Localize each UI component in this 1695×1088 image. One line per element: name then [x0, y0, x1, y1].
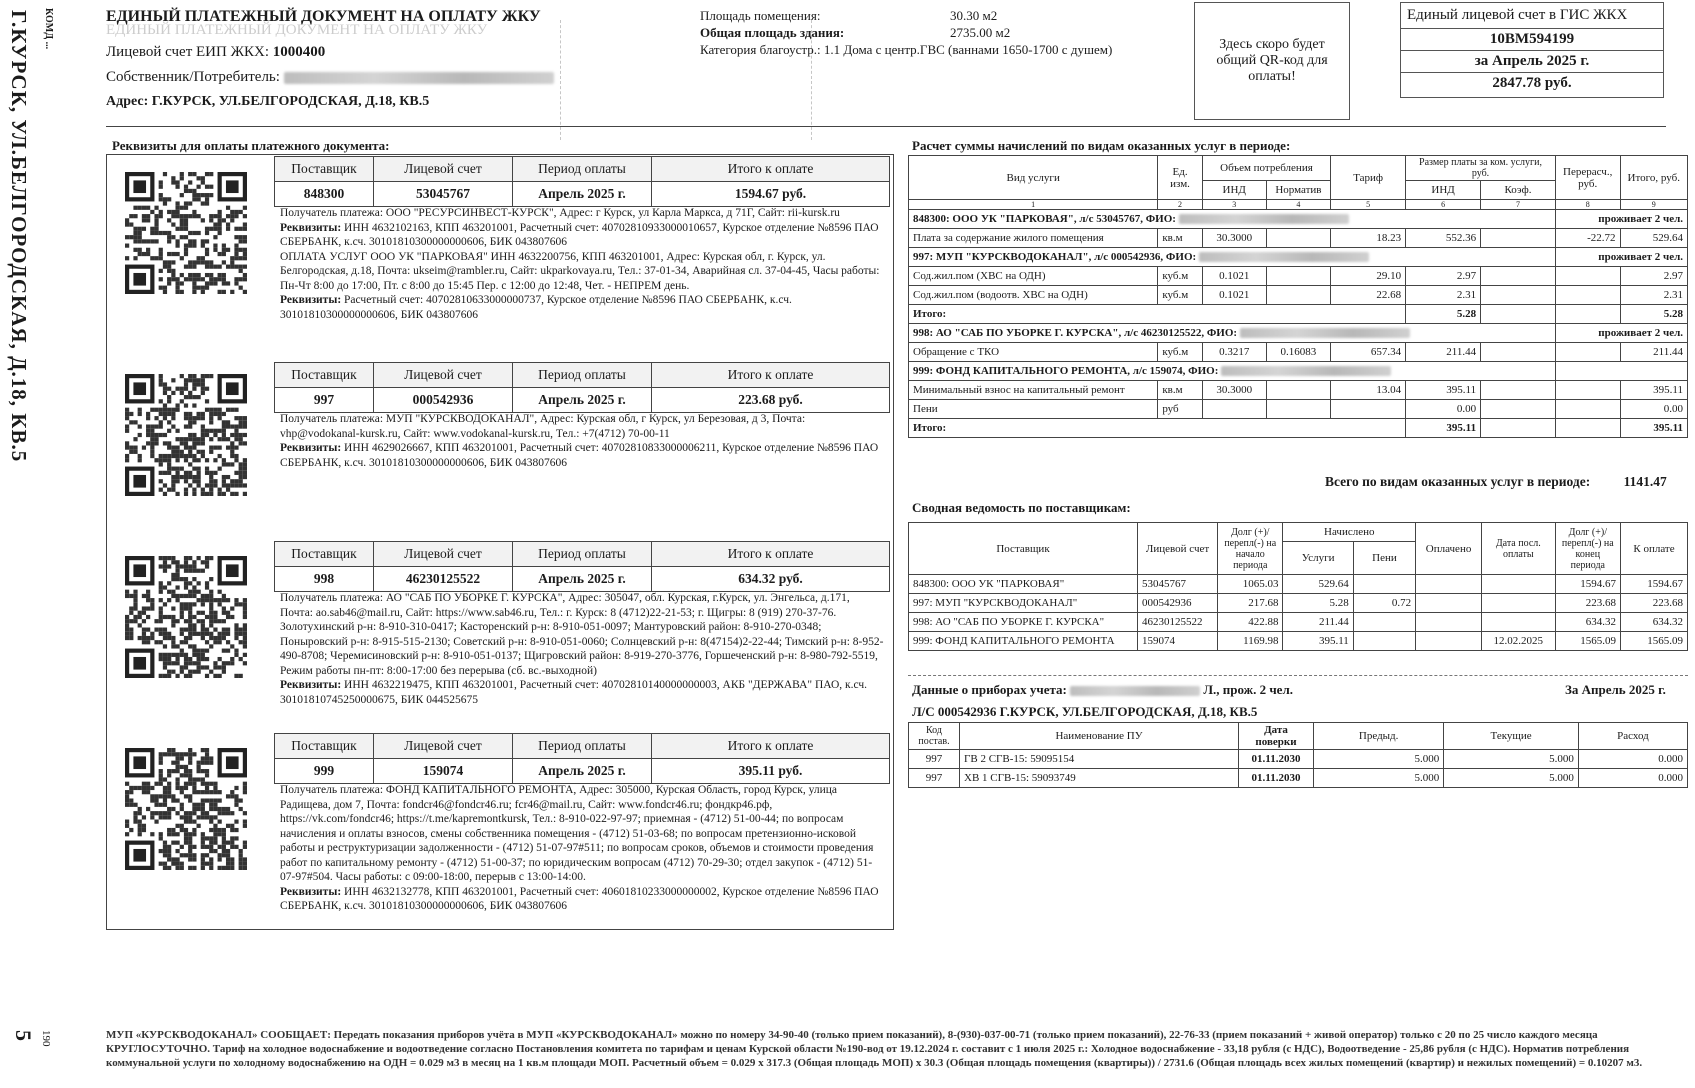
charges-cell-tariff: 18.23 — [1331, 229, 1406, 248]
charges-cell-tariff — [1331, 400, 1406, 419]
pay-account-3: 46230125522 — [374, 567, 513, 592]
group-title-text: 848300: ООО УК "ПАРКОВАЯ", л/с 53045767, ФИО: — [913, 213, 1179, 225]
summary-title: Сводная ведомость по поставщикам: — [912, 500, 1131, 515]
top-rule — [106, 126, 1666, 127]
ch-head-coef: Коэф. — [1481, 181, 1556, 200]
pay-period-4: Апрель 2025 г. — [513, 759, 652, 784]
requisites-prefix: Реквизиты: — [280, 679, 342, 691]
summary-cell-debt_end: 1565.09 — [1555, 632, 1620, 651]
subtotal-coef — [1481, 305, 1556, 324]
meter-cell-cur: 5.000 — [1444, 769, 1579, 788]
total-area-label: Общая площадь здания: — [700, 25, 845, 40]
summary-cell-account: 53045767 — [1138, 575, 1218, 594]
document-title: ЕДИНЫЙ ПЛАТЕЖНЫЙ ДОКУМЕНТ НА ОПЛАТУ ЖКУ — [106, 8, 541, 25]
charges-cell-unit: куб.м — [1158, 286, 1202, 305]
ch-col-num-3: 3 — [1202, 200, 1266, 210]
pay-supplier-4: 999 — [275, 759, 374, 784]
charges-cell-coef — [1481, 267, 1556, 286]
summary-cell-debt_end: 223.68 — [1555, 594, 1620, 613]
charges-title: Расчет суммы начислений по видам оказанных услуг в периоде: — [912, 138, 1291, 153]
summary-cell-to_pay: 1594.67 — [1621, 575, 1688, 594]
summary-cell-last_pay — [1482, 594, 1556, 613]
pay-account-1: 53045767 — [374, 182, 513, 207]
charges-cell-ind: 0.1021 — [1202, 286, 1266, 305]
pay-text-4 — [274, 779, 890, 918]
charges-cell-recalc — [1555, 286, 1620, 305]
eip-account-value: 1000400 — [272, 44, 326, 60]
charges-group-title — [909, 362, 1556, 381]
subtotal-label: Итого: — [909, 305, 1406, 324]
summary-cell-last_pay — [1482, 613, 1556, 632]
charges-cell-ind: 30.3000 — [1202, 229, 1266, 248]
charges-table — [908, 155, 1688, 438]
summary-cell-debt_start: 1065.03 — [1218, 575, 1283, 594]
charges-cell-norm: 0.16083 — [1266, 343, 1330, 362]
summary-row — [909, 594, 1688, 613]
charges-cell-ind: 0.3217 — [1202, 343, 1266, 362]
charges-cell-coef — [1481, 286, 1556, 305]
summary-cell-to_pay: 223.68 — [1621, 594, 1688, 613]
sum-head-debt-start: Долг (+)/ перепл(-) на начало периода — [1218, 523, 1283, 575]
payment-header-3 — [274, 541, 890, 592]
charges-cell-unit: руб — [1158, 400, 1202, 419]
pay-account-2: 000542936 — [374, 388, 513, 413]
charges-cell-service: Обращение с ТКО — [909, 343, 1158, 362]
gis-period: за Апрель 2025 г. — [1401, 51, 1663, 73]
meter-cell-name: ГВ 2 СГВ-15: 59095154 — [960, 750, 1239, 769]
ghost-header-1: ЕДИНЫЙ ПЛАТЕЖНЫЙ ДОКУМЕНТ НА ОПЛАТУ ЖКУ — [106, 22, 488, 38]
charges-cell-ind2: 552.36 — [1406, 229, 1481, 248]
summary-cell-supplier: 997: МУП "КУРСКВОДОКАНАЛ" — [909, 594, 1138, 613]
page-number: 190 — [40, 1030, 52, 1047]
charges-group-row — [909, 210, 1688, 229]
meters-table — [908, 722, 1688, 788]
pay-head-account-3: Лицевой счет — [374, 542, 513, 567]
pay-requisites-2: Реквизиты: ИНН 4629026667, КПП 463201001, Расчетный счет: 40702810833000006211, Курское отделение №8596 ПАО СБЕРБАНК, к.сч. 30101810300000000606, БИК 043807606 — [280, 442, 879, 469]
charges-cell-ind2: 211.44 — [1406, 343, 1481, 362]
charges-cell-total: 0.00 — [1620, 400, 1687, 419]
ch-head-service: Вид услуги — [909, 156, 1158, 200]
meters-rule — [908, 675, 1688, 676]
summary-table — [908, 522, 1688, 651]
group-fio-redacted — [1221, 366, 1391, 376]
summary-cell-services: 395.11 — [1283, 632, 1353, 651]
sum-head-accrued: Начислено — [1283, 523, 1416, 542]
summary-cell-debt_end: 634.32 — [1555, 613, 1620, 632]
meters-period: За Апрель 2025 г. — [1565, 682, 1666, 697]
summary-cell-account: 46230125522 — [1138, 613, 1218, 632]
category: Категория благоустр.: 1.1 Дома с центр.ГВС (ваннами 1650-1700 с душем) — [700, 42, 1113, 57]
charges-cell-tariff: 13.04 — [1331, 381, 1406, 400]
vertical-small-label: КОМД ... — [43, 8, 54, 50]
charges-cell-ind2: 2.31 — [1406, 286, 1481, 305]
pay-total-2: 223.68 руб. — [652, 388, 890, 413]
charges-cell-coef — [1481, 400, 1556, 419]
gis-account: 10ВМ594199 — [1401, 29, 1663, 51]
meter-row — [909, 769, 1688, 788]
charges-cell-tariff: 29.10 — [1331, 267, 1406, 286]
owner-label: Собственник/Потребитель: — [106, 69, 280, 85]
pay-head-supplier-4: Поставщик — [275, 734, 374, 759]
pay-text-3 — [274, 587, 890, 711]
eip-account — [106, 44, 325, 61]
payment-header-1 — [274, 156, 890, 207]
summary-cell-penalty — [1353, 575, 1415, 594]
pay-recipient-1: Получатель платежа: ООО "РЕСУРСИНВЕСТ-КУРСК", Адрес: г Курск, ул Карла Маркса, д 71Г, Сайт: rii-kursk.ru — [280, 207, 840, 219]
summary-row — [909, 632, 1688, 651]
pay-head-period-3: Период оплаты — [513, 542, 652, 567]
ch-head-ind: ИНД — [1202, 181, 1266, 200]
charges-row — [909, 381, 1688, 400]
group-fio-redacted — [1240, 328, 1410, 338]
charges-group-row — [909, 248, 1688, 267]
met-head-prev: Предыд. — [1314, 723, 1444, 750]
pay-head-account: Лицевой счет — [374, 157, 513, 182]
meter-cell-cur: 5.000 — [1444, 750, 1579, 769]
charges-cell-unit: кв.м — [1158, 229, 1202, 248]
charges-group-title — [909, 248, 1556, 267]
charges-cell-recalc — [1555, 267, 1620, 286]
sum-head-last-pay: Дата посл. оплаты — [1482, 523, 1556, 575]
page-marker: 5 — [11, 1030, 36, 1041]
charges-cell-norm — [1266, 381, 1330, 400]
summary-cell-account: 159074 — [1138, 632, 1218, 651]
pay-recipient-4: Получатель платежа: ФОНД КАПИТАЛЬНОГО РЕМОНТА, Адрес: 305000, Курская Область, город Курск, улица Радищева, дом 7, Почта: fondcr46@fondcr46.ru; fcr46@mail.ru, Сайт: www.fondcr46.ru; фондкр46.рф, https://vk.com/fondcr46; https://t.me/kapremontkursk, Тел.: 8-910-022-97-97; приемная - (4712) 51-00-44; по вопросам начисления и оплаты взносов, смены собственника помещения - (4712) 51-03-68; по вопросам претензионно-исковой работы и реструктуризации задолженности - (4712) 51-07-97#511; по вопросам сроков, объемов и стоимости проведения работ по капитальному ремонту - (4712) 51-00-37; по юридическим вопросам (4712) 70-29-30; отдел закупок - (4712) 51-07-97#504. Часы работы: с 09:00-18:00, перерыв с 13:00-14:00. — [280, 784, 874, 883]
summary-cell-penalty: 0.72 — [1353, 594, 1415, 613]
subtotal-ind2: 395.11 — [1406, 419, 1481, 438]
charges-group-residents: проживает 2 чел. — [1555, 248, 1687, 267]
charges-cell-total: 529.64 — [1620, 229, 1687, 248]
payment-header-2 — [274, 362, 890, 413]
met-head-cur: Текущие — [1444, 723, 1579, 750]
grand-label: Всего по видам оказанных услуг в периоде: — [1325, 474, 1591, 489]
eip-account-label: Лицевой счет ЕИП ЖКХ: — [106, 44, 270, 60]
qr-code-3 — [125, 556, 247, 678]
summary-cell-penalty — [1353, 632, 1415, 651]
subtotal-recalc — [1555, 419, 1620, 438]
summary-cell-paid — [1416, 594, 1482, 613]
pay-period-2: Апрель 2025 г. — [513, 388, 652, 413]
subtotal-label: Итого: — [909, 419, 1406, 438]
ch-col-num-1: 1 — [909, 200, 1158, 210]
ch-col-num-9: 9 — [1620, 200, 1687, 210]
address — [106, 94, 429, 110]
pay-period-3: Апрель 2025 г. — [513, 567, 652, 592]
met-head-name: Наименование ПУ — [960, 723, 1239, 750]
meters-account-line: Л/С 000542936 Г.КУРСК, УЛ.БЕЛГОРОДСКАЯ, Д.18, КВ.5 — [912, 704, 1258, 719]
owner-redacted — [284, 72, 554, 84]
meter-cell-prev: 5.000 — [1314, 750, 1444, 769]
qr-code-1-icon — [125, 172, 247, 294]
subtotal-ind2: 5.28 — [1406, 305, 1481, 324]
summary-row — [909, 575, 1688, 594]
met-head-code: Код постав. — [909, 723, 960, 750]
vertical-address: Г.КУРСК, УЛ.БЕЛГОРОДСКАЯ, Д.18, КВ.5 — [7, 10, 31, 463]
charges-cell-service: Минимальный взнос на капитальный ремонт — [909, 381, 1158, 400]
charges-group-row — [909, 324, 1688, 343]
charges-group-title — [909, 210, 1556, 229]
summary-cell-debt_end: 1594.67 — [1555, 575, 1620, 594]
charges-row — [909, 286, 1688, 305]
charges-cell-total: 395.11 — [1620, 381, 1687, 400]
address-label: Адрес: — [106, 94, 149, 109]
qr-note-text: Здесь скоро будет общий QR-код для оплаты! — [1216, 37, 1328, 84]
ch-head-tariff: Тариф — [1331, 156, 1406, 200]
group-title-text: 997: МУП "КУРСКВОДОКАНАЛ", л/с 000542936, ФИО: — [913, 251, 1199, 263]
charges-cell-service: Пени — [909, 400, 1158, 419]
pay-head-period-4: Период оплаты — [513, 734, 652, 759]
sum-head-supplier: Поставщик — [909, 523, 1138, 575]
requisites-prefix: Реквизиты: — [280, 294, 342, 306]
pay-supplier-3: 998 — [275, 567, 374, 592]
ch-col-num-6: 6 — [1406, 200, 1481, 210]
meter-cell-use: 0.000 — [1578, 750, 1687, 769]
charges-cell-coef — [1481, 343, 1556, 362]
pay-head-total-4: Итого к оплате — [652, 734, 890, 759]
ch-head-paysize: Размер платы за ком. услуги, руб. — [1406, 156, 1556, 181]
pay-text-1 — [274, 202, 890, 326]
ch-col-num-8: 8 — [1555, 200, 1620, 210]
sum-head-paid: Оплачено — [1416, 523, 1482, 575]
summary-cell-debt_start: 1169.98 — [1218, 632, 1283, 651]
charges-subtotal-row — [909, 305, 1688, 324]
total-area-value: 2735.00 м2 — [950, 25, 1011, 40]
summary-cell-to_pay: 1565.09 — [1621, 632, 1688, 651]
qr-note-box — [1194, 2, 1350, 120]
ch-head-ind2: ИНД — [1406, 181, 1481, 200]
charges-cell-recalc — [1555, 381, 1620, 400]
charges-row — [909, 343, 1688, 362]
pay-head-total-3: Итого к оплате — [652, 542, 890, 567]
requisites-prefix: Реквизиты: — [280, 885, 342, 898]
ch-head-volume: Объем потребления — [1202, 156, 1330, 181]
charges-cell-coef — [1481, 229, 1556, 248]
payment-header-4 — [274, 733, 890, 784]
qr-code-2-icon — [125, 374, 247, 496]
summary-cell-supplier: 848300: ООО УК "ПАРКОВАЯ" — [909, 575, 1138, 594]
ch-col-num-4: 4 — [1266, 200, 1330, 210]
charges-cell-coef — [1481, 381, 1556, 400]
summary-cell-debt_start: 217.68 — [1218, 594, 1283, 613]
pay-head-supplier-3: Поставщик — [275, 542, 374, 567]
charges-cell-ind2: 2.97 — [1406, 267, 1481, 286]
area-value: 30.30 м2 — [950, 8, 998, 23]
subtotal-total: 5.28 — [1620, 305, 1687, 324]
summary-cell-last_pay: 12.02.2025 — [1482, 632, 1556, 651]
meters-redacted — [1070, 686, 1200, 696]
pay-supplier-2: 997 — [275, 388, 374, 413]
met-head-use: Расход — [1578, 723, 1687, 750]
meter-row — [909, 750, 1688, 769]
charges-cell-norm — [1266, 229, 1330, 248]
charges-cell-recalc — [1555, 400, 1620, 419]
meter-cell-code: 997 — [909, 769, 960, 788]
pay-total-1: 1594.67 руб. — [652, 182, 890, 207]
charges-cell-ind: 0.1021 — [1202, 267, 1266, 286]
ch-col-num-5: 5 — [1331, 200, 1406, 210]
qr-code-4-icon — [125, 748, 247, 870]
met-head-check: Дата поверки — [1239, 723, 1314, 750]
summary-cell-debt_start: 422.88 — [1218, 613, 1283, 632]
pay-head-period-2: Период оплаты — [513, 363, 652, 388]
charges-cell-tariff: 657.34 — [1331, 343, 1406, 362]
area-label: Площадь помещения: — [700, 8, 821, 23]
subtotal-coef — [1481, 419, 1556, 438]
requisites-title: Реквизиты для оплаты платежного документа: — [112, 138, 390, 153]
grand-value: 1141.47 — [1623, 474, 1667, 489]
sum-head-penalty: Пени — [1353, 542, 1415, 575]
charges-row — [909, 229, 1688, 248]
subtotal-total: 395.11 — [1620, 419, 1687, 438]
address-value: Г.КУРСК, УЛ.БЕЛГОРОДСКАЯ, Д.18, КВ.5 — [151, 94, 430, 109]
charges-cell-norm — [1266, 286, 1330, 305]
charges-row — [909, 400, 1688, 419]
summary-cell-to_pay: 634.32 — [1621, 613, 1688, 632]
charges-cell-unit: куб.м — [1158, 267, 1202, 286]
charges-cell-unit: кв.м — [1158, 381, 1202, 400]
meter-cell-check: 01.11.2030 — [1239, 750, 1314, 769]
owner — [106, 69, 554, 86]
charges-grand-total — [1325, 474, 1667, 490]
charges-group-row — [909, 362, 1688, 381]
pay-head-total-2: Итого к оплате — [652, 363, 890, 388]
summary-cell-penalty — [1353, 613, 1415, 632]
gis-title: Единый лицевой счет в ГИС ЖКХ — [1401, 3, 1663, 29]
meter-cell-check: 01.11.2030 — [1239, 769, 1314, 788]
ch-col-num-2: 2 — [1158, 200, 1202, 210]
sum-head-debt-end: Долг (+)/ перепл(-) на конец периода — [1555, 523, 1620, 575]
ch-head-total: Итого, руб. — [1620, 156, 1687, 200]
group-fio-redacted — [1199, 252, 1369, 262]
charges-group-title — [909, 324, 1556, 343]
charges-cell-total: 2.97 — [1620, 267, 1687, 286]
charges-cell-total: 211.44 — [1620, 343, 1687, 362]
pay-requisites-3: Реквизиты: ИНН 4632219475, КПП 463201001, Расчетный счет: 40702810140000000003, АКБ "ДЕРЖАВА" ПАО, к.сч. 30101810745250000675, БИК 044525675 — [280, 679, 868, 706]
pay-head-total: Итого к оплате — [652, 157, 890, 182]
summary-row — [909, 613, 1688, 632]
subtotal-recalc — [1555, 305, 1620, 324]
charges-cell-service: Сод.жил.пом (ХВС на ОДН) — [909, 267, 1158, 286]
ch-head-norm: Норматив — [1266, 181, 1330, 200]
meter-cell-use: 0.000 — [1578, 769, 1687, 788]
meter-cell-prev: 5.000 — [1314, 769, 1444, 788]
qr-code-3-icon — [125, 556, 247, 678]
summary-cell-account: 000542936 — [1138, 594, 1218, 613]
charges-cell-total: 2.31 — [1620, 286, 1687, 305]
pay-total-3: 634.32 руб. — [652, 567, 890, 592]
pay-requisites-1b: Реквизиты: Расчетный счет: 40702810633000000737, Курское отделение №8596 ПАО СБЕРБАНК, к.сч. 30101810300000000606, БИК 043807606 — [280, 294, 792, 321]
requisites-prefix: Реквизиты: — [280, 442, 342, 454]
charges-cell-recalc: -22.72 — [1555, 229, 1620, 248]
pay-text-2 — [274, 408, 890, 474]
qr-code-4 — [125, 748, 247, 870]
meters-title-prefix: Данные о приборах учета: — [912, 682, 1067, 697]
pay-head-account-2: Лицевой счет — [374, 363, 513, 388]
ch-head-recalc: Перерасч., руб. — [1555, 156, 1620, 200]
meter-cell-code: 997 — [909, 750, 960, 769]
group-fio-redacted — [1179, 214, 1349, 224]
pay-head-supplier-2: Поставщик — [275, 363, 374, 388]
pay-requisites-1: Реквизиты: ИНН 4632102163, КПП 463201001, Расчетный счет: 40702810933000010657, Курское отделение №8596 ПАО СБЕРБАНК, к.сч. 30101810300000000606, БИК 043807606 — [280, 221, 879, 248]
sum-head-to-pay: К оплате — [1621, 523, 1688, 575]
summary-cell-services: 5.28 — [1283, 594, 1353, 613]
ch-col-num-7: 7 — [1481, 200, 1556, 210]
summary-cell-supplier: 999: ФОНД КАПИТАЛЬНОГО РЕМОНТА — [909, 632, 1138, 651]
gis-box — [1400, 2, 1664, 98]
charges-cell-ind2: 395.11 — [1406, 381, 1481, 400]
pay-head-period: Период оплаты — [513, 157, 652, 182]
charges-cell-service: Сод.жил.пом (водоотв. ХВС на ОДН) — [909, 286, 1158, 305]
pay-head-account-4: Лицевой счет — [374, 734, 513, 759]
charges-cell-recalc — [1555, 343, 1620, 362]
qr-code-1 — [125, 172, 247, 294]
charges-row — [909, 267, 1688, 286]
pay-total-4: 395.11 руб. — [652, 759, 890, 784]
charges-cell-tariff: 22.68 — [1331, 286, 1406, 305]
meters-title-suffix: Л., прож. 2 чел. — [1203, 682, 1293, 697]
charges-cell-norm — [1266, 400, 1330, 419]
summary-cell-paid — [1416, 575, 1482, 594]
pay-period-1: Апрель 2025 г. — [513, 182, 652, 207]
pay-supplier-1: 848300 — [275, 182, 374, 207]
sum-head-account: Лицевой счет — [1138, 523, 1218, 575]
pay-recipient-2: Получатель платежа: МУП "КУРСКВОДОКАНАЛ", Адрес: Курская обл, г Курск, ул Березовая, д 3, Почта: vhp@vodokanal-kursk.ru, Сайт: www.vodokanal-kursk.ru, Тел.: +7(4712) 70-00-11 — [280, 413, 806, 440]
charges-cell-ind2: 0.00 — [1406, 400, 1481, 419]
charges-group-residents — [1555, 362, 1687, 381]
pay-recipient-3: Получатель платежа: АО "САБ ПО УБОРКЕ Г. КУРСКА", Адрес: 305047, обл. Курская, г.Курск, ул. Энгельса, д.171, Почта: ao.sab46@mail.ru, Сайт: https://www.sab46.ru, Тел.: г. Курск: 8 (4712)22-21-53; г. Щигры: 8 (919) 270-37-76. Золотухинский р-н: 8-910-310-0417; Касторенский р-н: 8-910-051-0097; Мантуровский район: 8-910-270-0348; Поныровский р-н: 8-915-515-2130; Советский р-н: 8-910-051-0060; Солнцевский р-н: 8(47154)2-22-44; Тимский р-н: 8-952-490-8708; Черемисиновский р-н: 8-910-051-0137; Щигровский район: 8-919-270-3776, Горшеченский р-н: 8-980-792-5519, Режим работы пн-пт: 8:00-17:00 без перерыва (сб. вс.-выходной) — [280, 592, 884, 677]
summary-cell-paid — [1416, 613, 1482, 632]
charges-cell-service: Плата за содержание жилого помещения — [909, 229, 1158, 248]
charges-cell-ind: 30.3000 — [1202, 381, 1266, 400]
charges-group-residents: проживает 2 чел. — [1555, 210, 1687, 229]
summary-cell-services: 529.64 — [1283, 575, 1353, 594]
sum-head-services: Услуги — [1283, 542, 1353, 575]
requisites-prefix: Реквизиты: — [280, 221, 342, 234]
summary-cell-paid — [1416, 632, 1482, 651]
footer-notice: МУП «КУРСКВОДОКАНАЛ» СООБЩАЕТ: Передать показания приборов учёта в МУП «КУРСКВОДОКАНАЛ» можно по номеру 34-90-40 (только прием показаний), 8-(930)-037-00-71 (только прием показаний), 22-76-33 (прием показаний + живой оператор) только с 20 по 25 число каждого месяца КРУГЛОСУТОЧНО. Тариф на холодное водоснабжение и водоотведение согласно Постановления комитета по тарифам и ценам Курской области №190-вод от 19.12.2024 г. составит с 1 июля 2025 г.: Холодное водоснабжение - 33,18 рубля (с НДС), Водоотведение - 25,86 рубля (с НДС). Норматив потребления коммунальной услуги по холодному водоснабжению на ОДН = 0.029 м3 в месяц на 1 кв.м площади МОП. Расчетный объем = 0.029 x 317.3 (Общая площадь МОП) x 30.3 (Общая площадь помещения (квартиры)) / 2731.6 (Общая площадь всех жилых помещений (квартир) и нежилых помещений) = 0.10207 м3. — [106, 1029, 1643, 1069]
pay-recipient-1b: ОПЛАТА УСЛУГ ООО УК "ПАРКОВАЯ" ИНН 4632200756, КПП 463201001, Адрес: Курская обл, г. Курск, ул. Белгородская, д.18, Почта: ukseim@rambler.ru, Сайт: ukparkovaya.ru, Тел.: 37-01-34, Аварийная сл. 37-04-45, Часы работы: Пн-Чт 8:00 до 17:00, Пт. с 8:00 до 15:45 Пер. с 12:00 до 12:48, Чет. - НЕПРЕМ день. — [280, 250, 880, 292]
summary-cell-services: 211.44 — [1283, 613, 1353, 632]
area-info — [700, 7, 1112, 58]
charges-cell-unit: куб.м — [1158, 343, 1202, 362]
charges-cell-norm — [1266, 267, 1330, 286]
pay-head-supplier: Поставщик — [275, 157, 374, 182]
charges-subtotal-row — [909, 419, 1688, 438]
charges-cell-ind — [1202, 400, 1266, 419]
pay-requisites-4: Реквизиты: ИНН 4632132778, КПП 463201001, Расчетный счет: 40601810233000000002, Курское отделение №8596 ПАО СБЕРБАНК, к.сч. 30101810300000000606, БИК 043807606 — [280, 885, 879, 912]
group-title-text: 999: ФОНД КАПИТАЛЬНОГО РЕМОНТА, л/с 159074, ФИО: — [913, 365, 1222, 377]
gis-amount: 2847.78 руб. — [1492, 75, 1572, 91]
summary-cell-last_pay — [1482, 575, 1556, 594]
meter-cell-name: ХВ 1 СГВ-15: 59093749 — [960, 769, 1239, 788]
charges-group-residents: проживает 2 чел. — [1555, 324, 1687, 343]
meters-title — [912, 682, 1293, 698]
pay-account-4: 159074 — [374, 759, 513, 784]
qr-code-2 — [125, 374, 247, 496]
summary-cell-supplier: 998: АО "САБ ПО УБОРКЕ Г. КУРСКА" — [909, 613, 1138, 632]
group-title-text: 998: АО "САБ ПО УБОРКЕ Г. КУРСКА", л/с 46230125522, ФИО: — [913, 327, 1240, 339]
ch-head-unit: Ед. изм. — [1158, 156, 1202, 200]
